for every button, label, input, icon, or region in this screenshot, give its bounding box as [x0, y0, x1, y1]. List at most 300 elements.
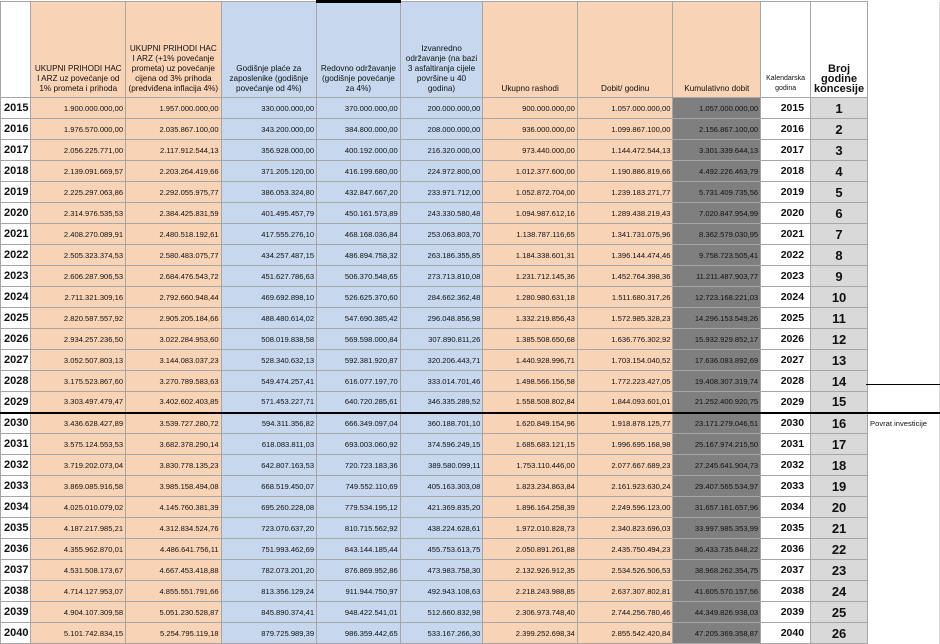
place-cell[interactable]: 723.070.637,20: [221, 518, 316, 539]
extra-cell[interactable]: [868, 539, 940, 560]
kalendarska-cell[interactable]: 2031: [761, 434, 811, 455]
dobit-cell[interactable]: 2.637.307.802,81: [577, 581, 673, 602]
prihodi-inflacija-cell[interactable]: 4.855.551.791,66: [126, 581, 222, 602]
rashodi-cell[interactable]: 1.280.980.631,18: [483, 287, 578, 308]
izvanredno-cell[interactable]: 296.048.856,98: [400, 308, 483, 329]
koncesija-cell[interactable]: 11: [811, 308, 868, 329]
place-cell[interactable]: 371.205.120,00: [221, 161, 316, 182]
header-cell-year[interactable]: [1, 2, 31, 98]
izvanredno-cell[interactable]: 333.014.701,46: [400, 371, 483, 392]
kalendarska-cell[interactable]: 2033: [761, 476, 811, 497]
redovno-cell[interactable]: 810.715.562,92: [317, 518, 401, 539]
koncesija-cell[interactable]: 24: [811, 581, 868, 602]
kumulativno-cell[interactable]: 21.252.400.920,75: [673, 392, 761, 413]
dobit-cell[interactable]: 1.996.695.168,98: [577, 434, 673, 455]
kalendarska-cell[interactable]: 2029: [761, 392, 811, 413]
year-cell[interactable]: 2021: [1, 224, 31, 245]
prihodi-cell[interactable]: 4.355.962.870,01: [31, 539, 126, 560]
kumulativno-cell[interactable]: 1.057.000.000,00: [673, 98, 761, 119]
place-cell[interactable]: 401.495.457,79: [221, 203, 316, 224]
rashodi-cell[interactable]: 2.399.252.698,34: [483, 623, 578, 644]
place-cell[interactable]: 417.555.276,10: [221, 224, 316, 245]
extra-cell[interactable]: [868, 497, 940, 518]
kumulativno-cell[interactable]: 27.245.641.904,73: [673, 455, 761, 476]
redovno-cell[interactable]: 486.894.758,32: [317, 245, 401, 266]
rashodi-cell[interactable]: 1.972.010.828,73: [483, 518, 578, 539]
place-cell[interactable]: 330.000.000,00: [221, 98, 316, 119]
kumulativno-cell[interactable]: 8.362.579.030,95: [673, 224, 761, 245]
rashodi-cell[interactable]: 2.306.973.748,40: [483, 602, 578, 623]
year-cell[interactable]: 2032: [1, 455, 31, 476]
extra-cell[interactable]: [868, 623, 940, 644]
rashodi-cell[interactable]: 1.620.849.154,96: [483, 413, 578, 434]
prihodi-cell[interactable]: 2.711.321.309,16: [31, 287, 126, 308]
place-cell[interactable]: 343.200.000,00: [221, 119, 316, 140]
place-cell[interactable]: 434.257.487,15: [221, 245, 316, 266]
redovno-cell[interactable]: 749.552.110,69: [317, 476, 401, 497]
year-cell[interactable]: 2037: [1, 560, 31, 581]
kumulativno-cell[interactable]: 15.932.929.852,17: [673, 329, 761, 350]
rashodi-cell[interactable]: 1.184.338.601,31: [483, 245, 578, 266]
redovno-cell[interactable]: 911.944.750,97: [317, 581, 401, 602]
rashodi-cell[interactable]: 1.231.712.145,36: [483, 266, 578, 287]
place-cell[interactable]: 356.928.000,00: [221, 140, 316, 161]
izvanredno-cell[interactable]: 405.163.303,08: [400, 476, 483, 497]
prihodi-inflacija-cell[interactable]: 4.145.760.381,39: [126, 497, 222, 518]
kumulativno-cell[interactable]: 2.156.867.100,00: [673, 119, 761, 140]
kumulativno-cell[interactable]: 17.636.083.892,69: [673, 350, 761, 371]
year-cell[interactable]: 2036: [1, 539, 31, 560]
redovno-cell[interactable]: 547.690.385,42: [317, 308, 401, 329]
kalendarska-cell[interactable]: 2034: [761, 497, 811, 518]
year-cell[interactable]: 2019: [1, 182, 31, 203]
prihodi-cell[interactable]: 2.934.257.236,50: [31, 329, 126, 350]
prihodi-inflacija-cell[interactable]: 2.684.476.543,72: [126, 266, 222, 287]
header-cell-kumulativno[interactable]: Kumulativno dobit: [673, 2, 761, 98]
redovno-cell[interactable]: 468.168.036,84: [317, 224, 401, 245]
prihodi-inflacija-cell[interactable]: 2.905.205.184,66: [126, 308, 222, 329]
header-cell-koncesija[interactable]: Broj godine koncesije: [811, 2, 868, 98]
header-cell-kalendarska[interactable]: Kalendarska godina: [761, 2, 811, 98]
header-cell-rashodi[interactable]: Ukupno rashodi: [483, 2, 578, 98]
extra-cell[interactable]: [868, 182, 940, 203]
place-cell[interactable]: 751.993.462,69: [221, 539, 316, 560]
dobit-cell[interactable]: 2.534.526.506,53: [577, 560, 673, 581]
prihodi-inflacija-cell[interactable]: 2.203.264.419,66: [126, 161, 222, 182]
rashodi-cell[interactable]: 1.440.928.996,71: [483, 350, 578, 371]
place-cell[interactable]: 668.519.450,07: [221, 476, 316, 497]
redovno-cell[interactable]: 370.000.000,00: [317, 98, 401, 119]
header-cell-prihodi[interactable]: UKUPNI PRIHODI HAC I ARZ uz povećanje od 1% prometa i prihoda: [31, 2, 126, 98]
kumulativno-cell[interactable]: 23.171.279.046,51: [673, 413, 761, 434]
kumulativno-cell[interactable]: 7.020.847.954,99: [673, 203, 761, 224]
prihodi-inflacija-cell[interactable]: 2.292.055.975,77: [126, 182, 222, 203]
year-cell[interactable]: 2035: [1, 518, 31, 539]
koncesija-cell[interactable]: 6: [811, 203, 868, 224]
redovno-cell[interactable]: 666.349.097,04: [317, 413, 401, 434]
koncesija-cell[interactable]: 16: [811, 413, 868, 434]
rashodi-cell[interactable]: 1.094.987.612,16: [483, 203, 578, 224]
extra-cell[interactable]: [868, 161, 940, 182]
rashodi-cell[interactable]: 973.440.000,00: [483, 140, 578, 161]
kalendarska-cell[interactable]: 2035: [761, 518, 811, 539]
header-cell-empty[interactable]: [868, 2, 940, 98]
prihodi-cell[interactable]: 2.225.297.063,86: [31, 182, 126, 203]
extra-cell[interactable]: [868, 434, 940, 455]
dobit-cell[interactable]: 2.855.542.420,84: [577, 623, 673, 644]
extra-cell[interactable]: [868, 392, 940, 413]
koncesija-cell[interactable]: 2: [811, 119, 868, 140]
extra-cell[interactable]: Povrat investicije: [868, 413, 940, 434]
rashodi-cell[interactable]: 1.332.219.856,43: [483, 308, 578, 329]
place-cell[interactable]: 642.807.163,53: [221, 455, 316, 476]
koncesija-cell[interactable]: 9: [811, 266, 868, 287]
kumulativno-cell[interactable]: 47.205.369.358,87: [673, 623, 761, 644]
dobit-cell[interactable]: 1.772.223.427,05: [577, 371, 673, 392]
year-cell[interactable]: 2023: [1, 266, 31, 287]
dobit-cell[interactable]: 1.289.438.219,43: [577, 203, 673, 224]
izvanredno-cell[interactable]: 533.167.266,30: [400, 623, 483, 644]
prihodi-cell[interactable]: 4.714.127.953,07: [31, 581, 126, 602]
kumulativno-cell[interactable]: 9.758.723.505,41: [673, 245, 761, 266]
kalendarska-cell[interactable]: 2040: [761, 623, 811, 644]
prihodi-cell[interactable]: 2.820.587.557,92: [31, 308, 126, 329]
extra-cell[interactable]: [868, 308, 940, 329]
year-cell[interactable]: 2025: [1, 308, 31, 329]
place-cell[interactable]: 618.083.811,03: [221, 434, 316, 455]
year-cell[interactable]: 2029: [1, 392, 31, 413]
place-cell[interactable]: 386.053.324,80: [221, 182, 316, 203]
prihodi-inflacija-cell[interactable]: 3.144.083.037,23: [126, 350, 222, 371]
rashodi-cell[interactable]: 1.012.377.600,00: [483, 161, 578, 182]
kalendarska-cell[interactable]: 2021: [761, 224, 811, 245]
prihodi-cell[interactable]: 2.606.287.906,53: [31, 266, 126, 287]
rashodi-cell[interactable]: 1.052.872.704,00: [483, 182, 578, 203]
koncesija-cell[interactable]: 3: [811, 140, 868, 161]
kumulativno-cell[interactable]: 29.407.565.534,97: [673, 476, 761, 497]
izvanredno-cell[interactable]: 389.580.099,11: [400, 455, 483, 476]
extra-cell[interactable]: [868, 350, 940, 371]
extra-cell[interactable]: [868, 476, 940, 497]
place-cell[interactable]: 571.453.227,71: [221, 392, 316, 413]
extra-cell[interactable]: [868, 560, 940, 581]
place-cell[interactable]: 813.356.129,24: [221, 581, 316, 602]
izvanredno-cell[interactable]: 346.335.289,52: [400, 392, 483, 413]
extra-cell[interactable]: [868, 224, 940, 245]
prihodi-inflacija-cell[interactable]: 3.022.284.953,60: [126, 329, 222, 350]
kumulativno-cell[interactable]: 38.968.262.354,75: [673, 560, 761, 581]
kalendarska-cell[interactable]: 2038: [761, 581, 811, 602]
rashodi-cell[interactable]: 2.218.243.988,85: [483, 581, 578, 602]
place-cell[interactable]: 469.692.898,10: [221, 287, 316, 308]
dobit-cell[interactable]: 2.161.923.630,24: [577, 476, 673, 497]
prihodi-cell[interactable]: 4.904.107.309,58: [31, 602, 126, 623]
year-cell[interactable]: 2026: [1, 329, 31, 350]
dobit-cell[interactable]: 1.057.000.000,00: [577, 98, 673, 119]
year-cell[interactable]: 2031: [1, 434, 31, 455]
prihodi-inflacija-cell[interactable]: 3.270.789.583,63: [126, 371, 222, 392]
koncesija-cell[interactable]: 14: [811, 371, 868, 392]
izvanredno-cell[interactable]: 253.063.803,70: [400, 224, 483, 245]
dobit-cell[interactable]: 1.918.878.125,77: [577, 413, 673, 434]
kalendarska-cell[interactable]: 2020: [761, 203, 811, 224]
extra-cell[interactable]: [868, 518, 940, 539]
kalendarska-cell[interactable]: 2022: [761, 245, 811, 266]
koncesija-cell[interactable]: 8: [811, 245, 868, 266]
izvanredno-cell[interactable]: 224.972.800,00: [400, 161, 483, 182]
extra-cell[interactable]: [868, 203, 940, 224]
kumulativno-cell[interactable]: 33.997.985.353,99: [673, 518, 761, 539]
place-cell[interactable]: 594.311.356,82: [221, 413, 316, 434]
koncesija-cell[interactable]: 19: [811, 476, 868, 497]
place-cell[interactable]: 528.340.632,13: [221, 350, 316, 371]
kumulativno-cell[interactable]: 3.301.339.644,13: [673, 140, 761, 161]
prihodi-inflacija-cell[interactable]: 2.580.483.075,77: [126, 245, 222, 266]
redovno-cell[interactable]: 986.359.442,65: [317, 623, 401, 644]
extra-cell[interactable]: [868, 98, 940, 119]
kumulativno-cell[interactable]: 4.492.226.463,79: [673, 161, 761, 182]
kalendarska-cell[interactable]: 2026: [761, 329, 811, 350]
izvanredno-cell[interactable]: 273.713.810,08: [400, 266, 483, 287]
kumulativno-cell[interactable]: 31.657.161.657,96: [673, 497, 761, 518]
rashodi-cell[interactable]: 1.896.164.258,39: [483, 497, 578, 518]
prihodi-cell[interactable]: 4.025.010.079,02: [31, 497, 126, 518]
place-cell[interactable]: 451.627.786,63: [221, 266, 316, 287]
koncesija-cell[interactable]: 10: [811, 287, 868, 308]
year-cell[interactable]: 2034: [1, 497, 31, 518]
koncesija-cell[interactable]: 25: [811, 602, 868, 623]
year-cell[interactable]: 2038: [1, 581, 31, 602]
prihodi-inflacija-cell[interactable]: 3.830.778.135,23: [126, 455, 222, 476]
place-cell[interactable]: 508.019.838,58: [221, 329, 316, 350]
header-cell-redovno[interactable]: Redovno održavanje (godišnje povećanje za 4%): [317, 2, 401, 98]
kalendarska-cell[interactable]: 2016: [761, 119, 811, 140]
koncesija-cell[interactable]: 4: [811, 161, 868, 182]
prihodi-cell[interactable]: 3.175.523.867,60: [31, 371, 126, 392]
kalendarska-cell[interactable]: 2019: [761, 182, 811, 203]
redovno-cell[interactable]: 416.199.680,00: [317, 161, 401, 182]
redovno-cell[interactable]: 569.598.000,84: [317, 329, 401, 350]
prihodi-inflacija-cell[interactable]: 4.667.453.418,88: [126, 560, 222, 581]
kalendarska-cell[interactable]: 2023: [761, 266, 811, 287]
izvanredno-cell[interactable]: 320.206.443,71: [400, 350, 483, 371]
izvanredno-cell[interactable]: 284.662.362,48: [400, 287, 483, 308]
izvanredno-cell[interactable]: 307.890.811,26: [400, 329, 483, 350]
rashodi-cell[interactable]: 1.558.508.802,84: [483, 392, 578, 413]
kumulativno-cell[interactable]: 12.723.168.221,03: [673, 287, 761, 308]
rashodi-cell[interactable]: 1.385.508.650,68: [483, 329, 578, 350]
kalendarska-cell[interactable]: 2015: [761, 98, 811, 119]
header-cell-dobit[interactable]: Dobit/ godinu: [577, 2, 673, 98]
kumulativno-cell[interactable]: 19.408.307.319,74: [673, 371, 761, 392]
kumulativno-cell[interactable]: 11.211.487.903,77: [673, 266, 761, 287]
redovno-cell[interactable]: 450.161.573,89: [317, 203, 401, 224]
prihodi-cell[interactable]: 4.531.508.173,67: [31, 560, 126, 581]
dobit-cell[interactable]: 1.239.183.271,77: [577, 182, 673, 203]
year-cell[interactable]: 2015: [1, 98, 31, 119]
dobit-cell[interactable]: 1.396.144.474,46: [577, 245, 673, 266]
kumulativno-cell[interactable]: 44.349.826.938,03: [673, 602, 761, 623]
prihodi-cell[interactable]: 2.505.323.374,53: [31, 245, 126, 266]
year-cell[interactable]: 2024: [1, 287, 31, 308]
prihodi-cell[interactable]: 1.900.000.000,00: [31, 98, 126, 119]
kalendarska-cell[interactable]: 2039: [761, 602, 811, 623]
year-cell[interactable]: 2039: [1, 602, 31, 623]
year-cell[interactable]: 2022: [1, 245, 31, 266]
izvanredno-cell[interactable]: 473.983.758,30: [400, 560, 483, 581]
header-cell-prihodi_inflacija[interactable]: UKUPNI PRIHODI HAC I ARZ (+1% povećanje prometa) uz povećanje cijena od 3% prihoda (predviđena inflacija 4%): [126, 2, 222, 98]
dobit-cell[interactable]: 2.249.596.123,00: [577, 497, 673, 518]
extra-cell[interactable]: [868, 329, 940, 350]
redovno-cell[interactable]: 948.422.541,01: [317, 602, 401, 623]
dobit-cell[interactable]: 1.844.093.601,01: [577, 392, 673, 413]
rashodi-cell[interactable]: 1.498.566.156,58: [483, 371, 578, 392]
redovno-cell[interactable]: 616.077.197,70: [317, 371, 401, 392]
kumulativno-cell[interactable]: 14.296.153.549,26: [673, 308, 761, 329]
koncesija-cell[interactable]: 26: [811, 623, 868, 644]
year-cell[interactable]: 2030: [1, 413, 31, 434]
prihodi-cell[interactable]: 3.303.497.479,47: [31, 392, 126, 413]
place-cell[interactable]: 845.890.374,41: [221, 602, 316, 623]
koncesija-cell[interactable]: 13: [811, 350, 868, 371]
izvanredno-cell[interactable]: 512.660.832,98: [400, 602, 483, 623]
koncesija-cell[interactable]: 12: [811, 329, 868, 350]
izvanredno-cell[interactable]: 438.224.628,61: [400, 518, 483, 539]
koncesija-cell[interactable]: 1: [811, 98, 868, 119]
header-cell-izvanredno[interactable]: Izvanredno održavanje (na bazi 3 asfaltiranja cijele površine u 40 godina): [400, 2, 483, 98]
dobit-cell[interactable]: 1.511.680.317,26: [577, 287, 673, 308]
place-cell[interactable]: 488.480.614,02: [221, 308, 316, 329]
dobit-cell[interactable]: 1.703.154.040,52: [577, 350, 673, 371]
prihodi-cell[interactable]: 3.575.124.553,53: [31, 434, 126, 455]
year-cell[interactable]: 2018: [1, 161, 31, 182]
dobit-cell[interactable]: 2.077.667.689,23: [577, 455, 673, 476]
redovno-cell[interactable]: 592.381.920,87: [317, 350, 401, 371]
kalendarska-cell[interactable]: 2032: [761, 455, 811, 476]
dobit-cell[interactable]: 2.744.256.780,46: [577, 602, 673, 623]
koncesija-cell[interactable]: 17: [811, 434, 868, 455]
kumulativno-cell[interactable]: 5.731.409.735,56: [673, 182, 761, 203]
extra-cell[interactable]: [868, 140, 940, 161]
extra-cell[interactable]: [868, 266, 940, 287]
prihodi-cell[interactable]: 2.408.270.089,91: [31, 224, 126, 245]
redovno-cell[interactable]: 400.192.000,00: [317, 140, 401, 161]
kalendarska-cell[interactable]: 2037: [761, 560, 811, 581]
year-cell[interactable]: 2027: [1, 350, 31, 371]
kalendarska-cell[interactable]: 2036: [761, 539, 811, 560]
koncesija-cell[interactable]: 22: [811, 539, 868, 560]
prihodi-cell[interactable]: 3.869.085.916,58: [31, 476, 126, 497]
rashodi-cell[interactable]: 2.132.926.912,35: [483, 560, 578, 581]
koncesija-cell[interactable]: 18: [811, 455, 868, 476]
extra-cell[interactable]: [868, 119, 940, 140]
prihodi-cell[interactable]: 1.976.570.000,00: [31, 119, 126, 140]
izvanredno-cell[interactable]: 208.000.000,00: [400, 119, 483, 140]
izvanredno-cell[interactable]: 492.943.108,63: [400, 581, 483, 602]
prihodi-inflacija-cell[interactable]: 2.117.912.544,13: [126, 140, 222, 161]
izvanredno-cell[interactable]: 263.186.355,85: [400, 245, 483, 266]
kalendarska-cell[interactable]: 2018: [761, 161, 811, 182]
prihodi-inflacija-cell[interactable]: 3.402.602.403,85: [126, 392, 222, 413]
prihodi-inflacija-cell[interactable]: 5.051.230.528,87: [126, 602, 222, 623]
redovno-cell[interactable]: 843.144.185,44: [317, 539, 401, 560]
header-cell-place[interactable]: Godišnje plaće za zaposlenike (godišnje povećanje od 4%): [221, 2, 316, 98]
extra-cell[interactable]: [868, 455, 940, 476]
koncesija-cell[interactable]: 15: [811, 392, 868, 413]
izvanredno-cell[interactable]: 243.330.580,48: [400, 203, 483, 224]
izvanredno-cell[interactable]: 455.753.613,75: [400, 539, 483, 560]
prihodi-inflacija-cell[interactable]: 5.254.795.119,18: [126, 623, 222, 644]
kalendarska-cell[interactable]: 2024: [761, 287, 811, 308]
redovno-cell[interactable]: 720.723.183,36: [317, 455, 401, 476]
prihodi-cell[interactable]: 3.052.507.803,13: [31, 350, 126, 371]
redovno-cell[interactable]: 384.800.000,00: [317, 119, 401, 140]
rashodi-cell[interactable]: 1.823.234.863,84: [483, 476, 578, 497]
prihodi-inflacija-cell[interactable]: 2.035.867.100,00: [126, 119, 222, 140]
kumulativno-cell[interactable]: 25.167.974.215,50: [673, 434, 761, 455]
koncesija-cell[interactable]: 21: [811, 518, 868, 539]
year-cell[interactable]: 2033: [1, 476, 31, 497]
year-cell[interactable]: 2016: [1, 119, 31, 140]
dobit-cell[interactable]: 2.435.750.494,23: [577, 539, 673, 560]
prihodi-cell[interactable]: 3.719.202.073,04: [31, 455, 126, 476]
redovno-cell[interactable]: 432.847.667,20: [317, 182, 401, 203]
dobit-cell[interactable]: 1.636.776.302,92: [577, 329, 673, 350]
prihodi-inflacija-cell[interactable]: 4.486.641.756,11: [126, 539, 222, 560]
kalendarska-cell[interactable]: 2030: [761, 413, 811, 434]
prihodi-inflacija-cell[interactable]: 2.792.660.948,44: [126, 287, 222, 308]
redovno-cell[interactable]: 526.625.370,60: [317, 287, 401, 308]
prihodi-inflacija-cell[interactable]: 2.480.518.192,61: [126, 224, 222, 245]
kalendarska-cell[interactable]: 2017: [761, 140, 811, 161]
extra-cell[interactable]: [868, 371, 940, 392]
dobit-cell[interactable]: 2.340.823.696,03: [577, 518, 673, 539]
dobit-cell[interactable]: 1.099.867.100,00: [577, 119, 673, 140]
rashodi-cell[interactable]: 2.050.891.261,88: [483, 539, 578, 560]
place-cell[interactable]: 782.073.201,20: [221, 560, 316, 581]
year-cell[interactable]: 2028: [1, 371, 31, 392]
place-cell[interactable]: 695.260.228,08: [221, 497, 316, 518]
prihodi-inflacija-cell[interactable]: 3.539.727.280,72: [126, 413, 222, 434]
dobit-cell[interactable]: 1.452.764.398,36: [577, 266, 673, 287]
redovno-cell[interactable]: 693.003.060,92: [317, 434, 401, 455]
izvanredno-cell[interactable]: 374.596.249,15: [400, 434, 483, 455]
year-cell[interactable]: 2020: [1, 203, 31, 224]
prihodi-cell[interactable]: 3.436.628.427,89: [31, 413, 126, 434]
prihodi-cell[interactable]: 4.187.217.985,21: [31, 518, 126, 539]
redovno-cell[interactable]: 779.534.195,12: [317, 497, 401, 518]
place-cell[interactable]: 549.474.257,41: [221, 371, 316, 392]
prihodi-cell[interactable]: 2.056.225.771,00: [31, 140, 126, 161]
izvanredno-cell[interactable]: 360.188.701,10: [400, 413, 483, 434]
extra-cell[interactable]: [868, 245, 940, 266]
koncesija-cell[interactable]: 7: [811, 224, 868, 245]
dobit-cell[interactable]: 1.341.731.075,96: [577, 224, 673, 245]
prihodi-inflacija-cell[interactable]: 2.384.425.831,59: [126, 203, 222, 224]
prihodi-inflacija-cell[interactable]: 3.985.158.494,08: [126, 476, 222, 497]
prihodi-inflacija-cell[interactable]: 4.312.834.524,76: [126, 518, 222, 539]
izvanredno-cell[interactable]: 233.971.712,00: [400, 182, 483, 203]
izvanredno-cell[interactable]: 200.000.000,00: [400, 98, 483, 119]
rashodi-cell[interactable]: 1.138.787.116,65: [483, 224, 578, 245]
rashodi-cell[interactable]: 900.000.000,00: [483, 98, 578, 119]
prihodi-inflacija-cell[interactable]: 3.682.378.290,14: [126, 434, 222, 455]
rashodi-cell[interactable]: 936.000.000,00: [483, 119, 578, 140]
koncesija-cell[interactable]: 5: [811, 182, 868, 203]
prihodi-cell[interactable]: 2.139.091.669,57: [31, 161, 126, 182]
place-cell[interactable]: 879.725.989,39: [221, 623, 316, 644]
year-cell[interactable]: 2040: [1, 623, 31, 644]
